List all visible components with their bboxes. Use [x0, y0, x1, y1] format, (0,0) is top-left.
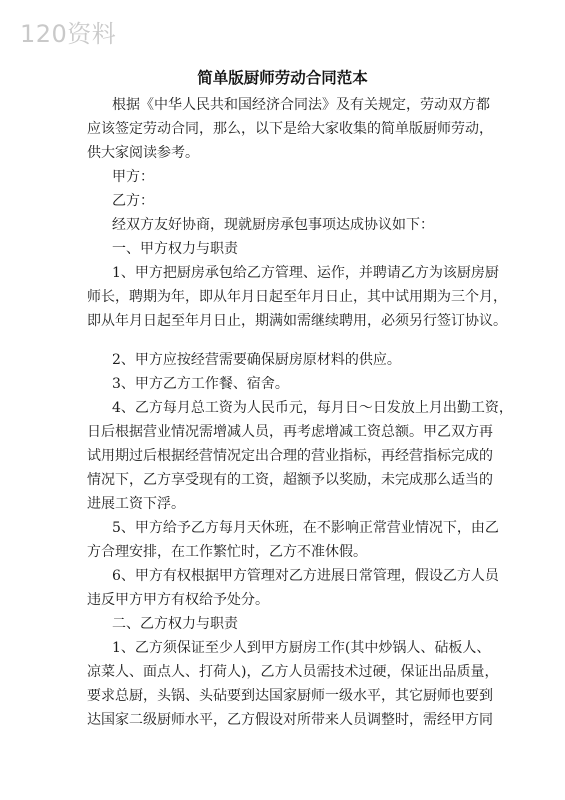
section-heading: 一、甲方权力与职责 [112, 241, 238, 257]
paragraph-line: 要求总厨，头锅、头砧要到达国家厨师一级水平，其它厨师也要到 [87, 688, 493, 704]
paragraph-line: 根据《中华人民共和国经济合同法》及有关规定，劳动双方都 [112, 97, 490, 113]
paragraph-line: 违反甲方甲方有权给予处分。 [87, 592, 269, 608]
paragraph-line: 经双方友好协商，现就厨房承包事项达成协议如下： [112, 217, 434, 233]
paragraph-line: 3、甲方乙方工作餐、宿舍。 [112, 376, 289, 392]
paragraph-line: 试用期过后根据经营情况定出合理的营业指标，再经营指标完成的 [87, 448, 493, 464]
paragraph-line: 日后根据营业情况需增减人员，再考虑增减工资总额。甲乙双方再 [87, 424, 493, 440]
document-title: 简单版厨师劳动合同范本 [197, 68, 368, 87]
paragraph-line: 2、甲方应按经营需要确保厨房原材料的供应。 [112, 352, 401, 368]
section-heading: 二、乙方权力与职责 [112, 616, 238, 632]
paragraph-line: 应该签定劳动合同，那么，以下是给大家收集的简单版厨师劳动， [87, 121, 493, 137]
paragraph-line: 5、甲方给予乙方每月天休班，在不影响正常营业情况下，由乙 [112, 520, 499, 536]
paragraph-line: 达国家二级厨师水平，乙方假设对所带来人员调整时，需经甲方同 [87, 712, 493, 728]
watermark: 120资料 [20, 20, 117, 48]
paragraph-line: 4、乙方每月总工资为人民币元，每月日～日发放上月出勤工资， [112, 400, 513, 416]
party-a-label: 甲方： [112, 169, 154, 185]
paragraph-line: 1、甲方把厨房承包给乙方管理、运作，并聘请乙方为该厨房厨 [112, 265, 499, 281]
paragraph-line: 6、甲方有权根据甲方管理对乙方进展日常管理，假设乙方人员 [112, 568, 499, 584]
paragraph-line: 情况下，乙方享受现有的工资，超额予以奖励，未完成那么适当的 [87, 472, 493, 488]
paragraph-line: 进展工资下浮。 [87, 496, 185, 512]
party-b-label: 乙方： [112, 193, 154, 209]
paragraph-line: 供大家阅读参考。 [87, 145, 199, 161]
paragraph-line: 方合理安排，在工作繁忙时，乙方不准休假。 [87, 544, 367, 560]
paragraph-line: 即从年月日起至年月日止，期满如需继续聘用，必须另行签订协议。 [87, 313, 507, 329]
paragraph-line: 1、乙方须保证至少人到甲方厨房工作(其中炒锅人、砧板人、 [112, 640, 491, 656]
paragraph-line: 师长，聘期为年，即从年月日起至年月日止，其中试用期为三个月， [87, 289, 507, 305]
paragraph-line: 凉菜人、面点人、打荷人)，乙方人员需技术过硬，保证出品质量， [87, 664, 499, 680]
